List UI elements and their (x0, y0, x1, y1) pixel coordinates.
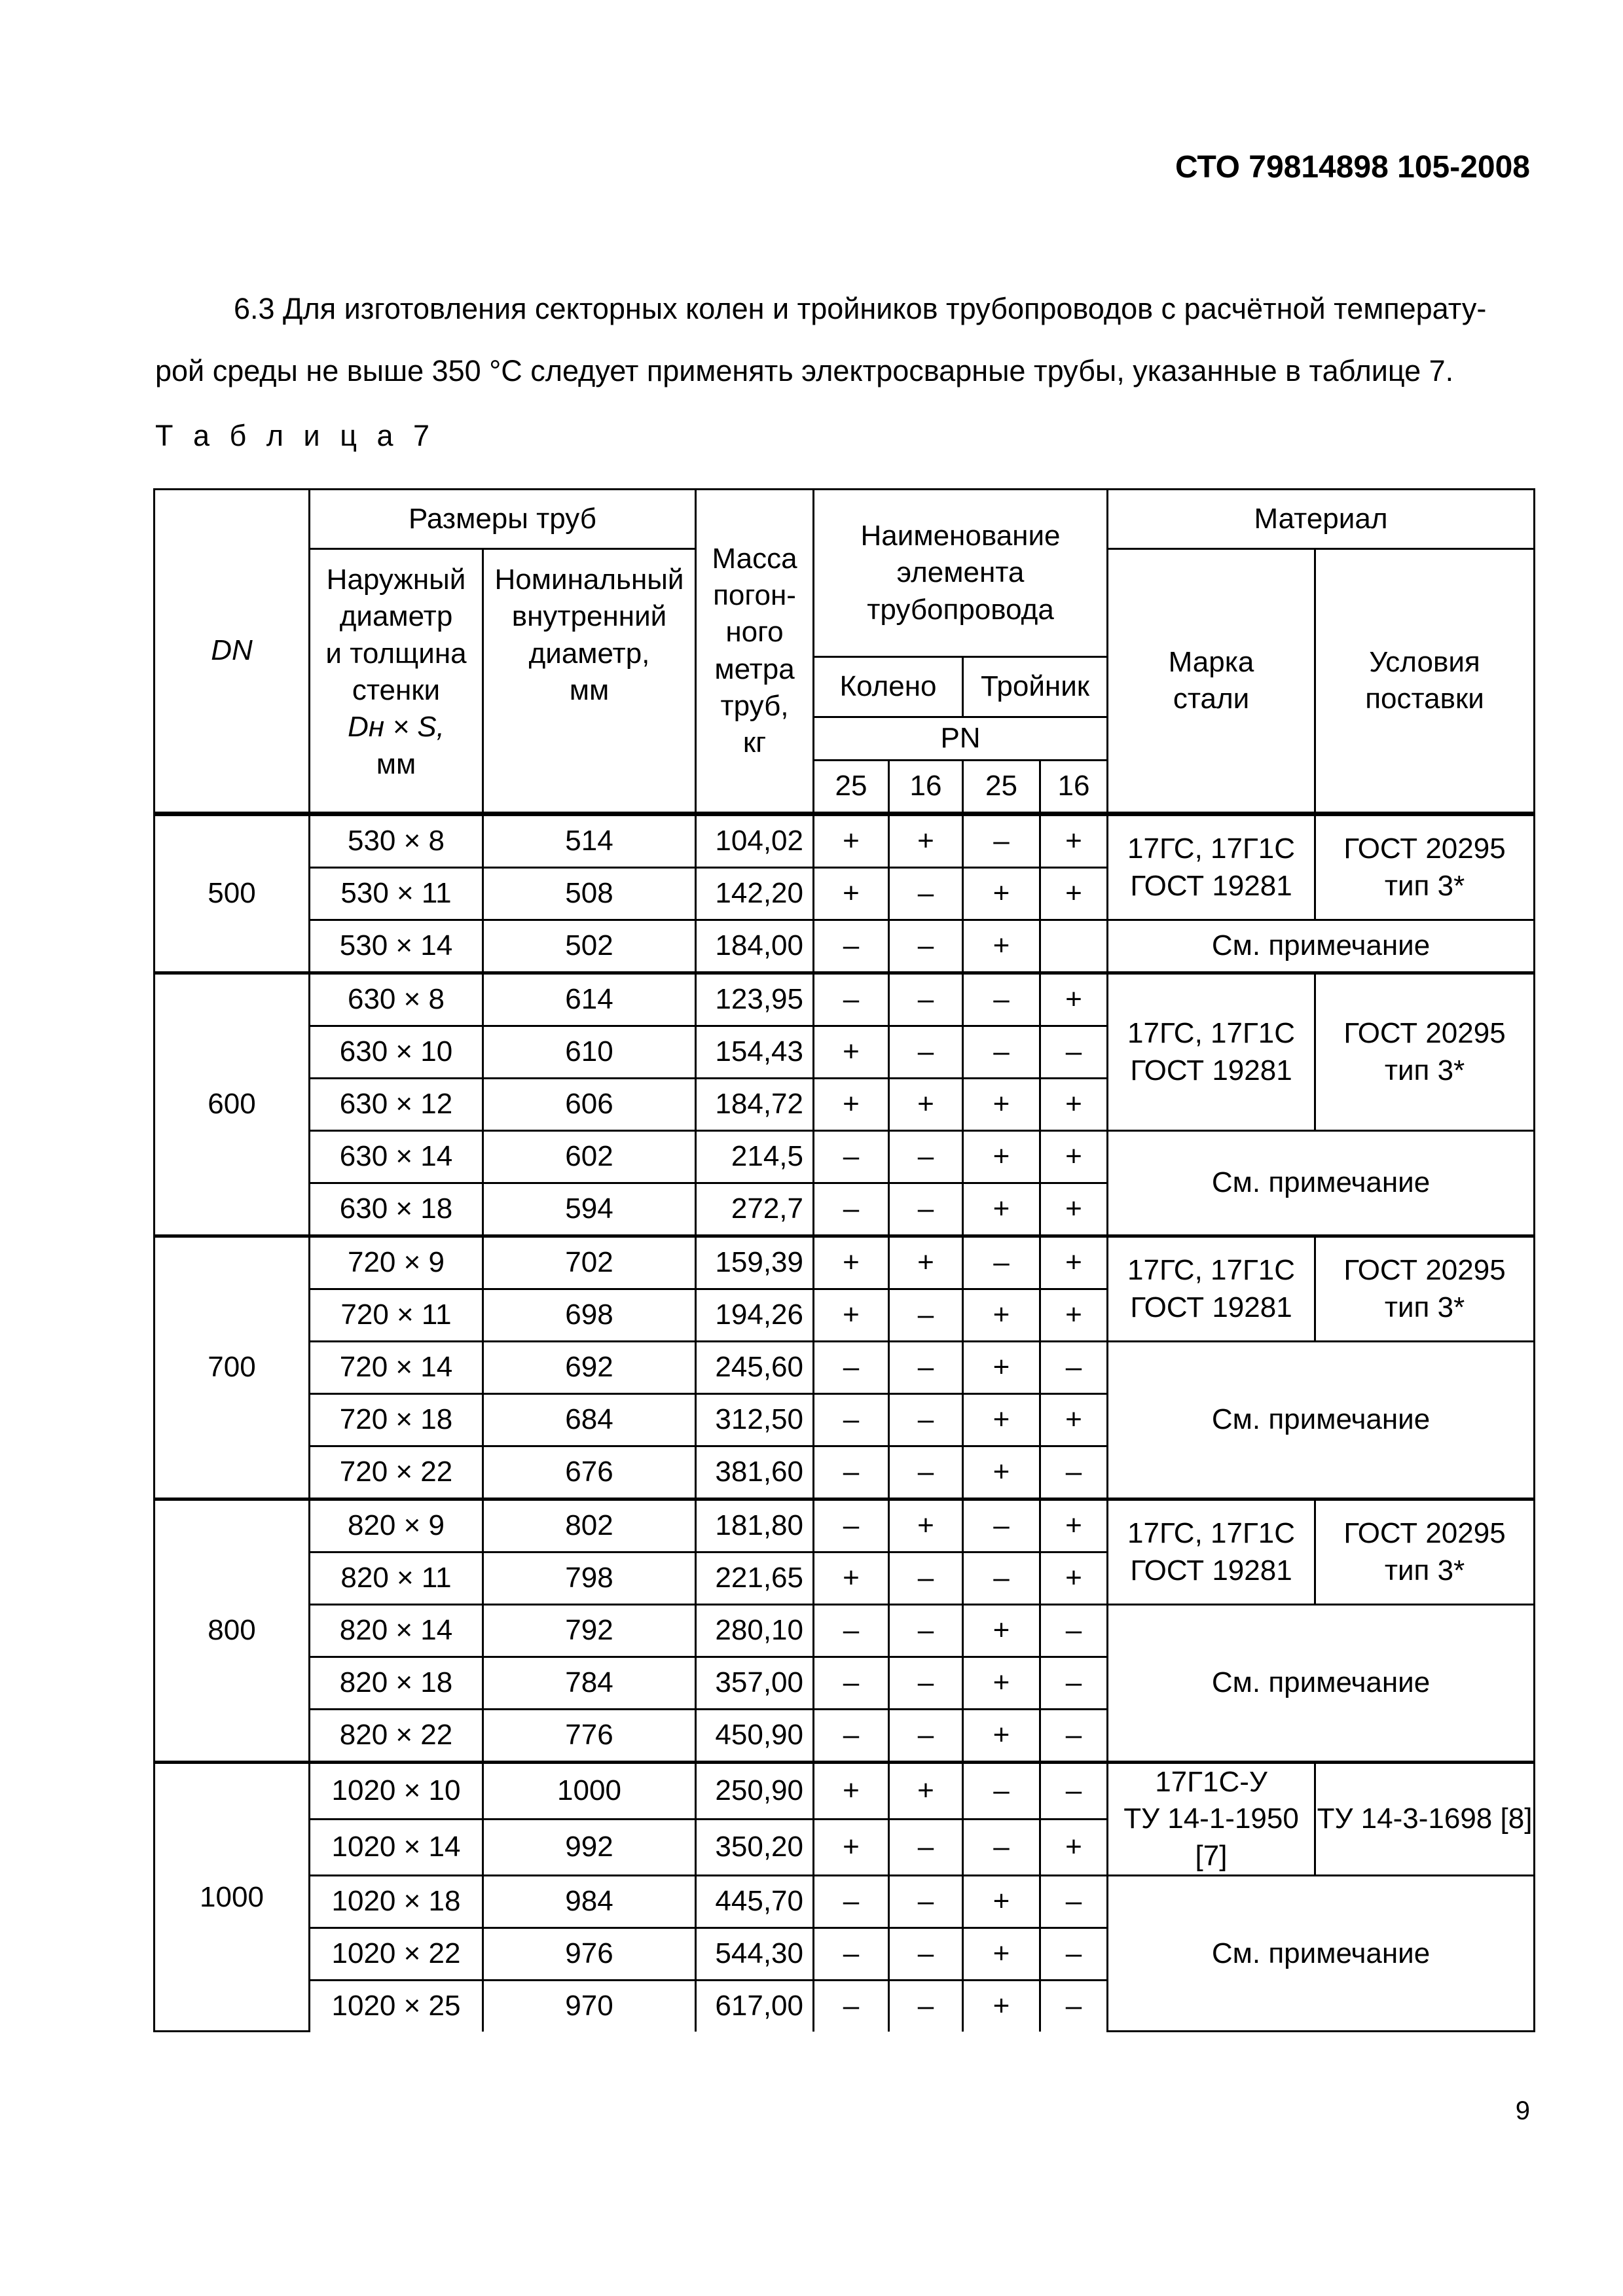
inner-diameter-cell: 610 (483, 1026, 696, 1079)
availability-mark: – (814, 973, 889, 1026)
inner-diameter-cell: 798 (483, 1552, 696, 1605)
availability-mark: – (889, 1394, 963, 1446)
availability-mark: + (814, 1026, 889, 1079)
availability-mark: + (814, 814, 889, 868)
availability-mark: + (963, 1605, 1040, 1657)
steel-grade-line: ГОСТ 19281 (1130, 1554, 1292, 1587)
header-tee: Тройник (963, 657, 1108, 717)
size-cell: 630 × 14 (310, 1131, 483, 1183)
dn-cell: 600 (155, 973, 310, 1236)
table-row (155, 1875, 1535, 1928)
availability-mark: – (814, 1980, 889, 2032)
availability-mark (1040, 920, 1108, 973)
mass-cell: 250,90 (696, 1763, 814, 1820)
header-pn-value: 25 (814, 761, 889, 814)
header-pn-value: 16 (889, 761, 963, 814)
header-mass (696, 490, 814, 814)
availability-mark: + (963, 1657, 1040, 1710)
availability-mark: – (963, 1763, 1040, 1820)
steel-grade-cell (1108, 1763, 1315, 1876)
availability-mark: – (963, 1499, 1040, 1552)
supply-conditions-cell (1315, 1499, 1535, 1605)
availability-mark: + (1040, 1394, 1108, 1446)
table-row (155, 814, 1535, 868)
availability-mark: + (1040, 1289, 1108, 1342)
availability-mark: – (889, 1605, 963, 1657)
paragraph-line (155, 278, 1543, 340)
availability-mark: + (963, 1446, 1040, 1499)
supply-conditions-line: тип 3* (1384, 1554, 1465, 1587)
steel-grade-line: ГОСТ 19281 (1130, 869, 1292, 902)
paragraph-line-text: 6.3 Для изготовления секторных колен и тройников трубопроводов с расчётной температу- (234, 292, 1487, 325)
inner-diameter-cell: 508 (483, 868, 696, 920)
availability-mark: – (889, 920, 963, 973)
header-pn-value: 16 (1040, 761, 1108, 814)
dn-cell: 700 (155, 1236, 310, 1499)
size-cell: 720 × 18 (310, 1394, 483, 1446)
header-line: Условия (1369, 645, 1480, 678)
inner-diameter-cell: 802 (483, 1499, 696, 1552)
size-cell: 530 × 11 (310, 868, 483, 920)
steel-grade-line: 17ГС, 17Г1С (1127, 1517, 1296, 1550)
steel-grade-line: 17ГС, 17Г1С (1127, 833, 1296, 865)
availability-mark: – (889, 1446, 963, 1499)
mass-cell: 272,7 (696, 1183, 814, 1236)
paragraph-6-3 (155, 278, 1543, 402)
mass-cell: 181,80 (696, 1499, 814, 1552)
steel-grade-line: 17Г1С-У (1155, 1766, 1267, 1798)
header-line: диаметр, (528, 637, 650, 670)
mass-cell: 142,20 (696, 868, 814, 920)
inner-diameter-cell: 1000 (483, 1763, 696, 1820)
size-cell: 630 × 10 (310, 1026, 483, 1079)
availability-mark: + (1040, 814, 1108, 868)
availability-mark: + (1040, 1552, 1108, 1605)
header-supply-conditions (1315, 549, 1535, 814)
header-line: Номинальный (494, 564, 684, 596)
availability-mark: + (963, 1928, 1040, 1980)
availability-mark: – (814, 1657, 889, 1710)
steel-grade-line: 17ГС, 17Г1С (1127, 1017, 1296, 1050)
availability-mark: + (1040, 1499, 1108, 1552)
header-steel-grade (1108, 549, 1315, 814)
mass-cell: 381,60 (696, 1446, 814, 1499)
size-cell: 1020 × 22 (310, 1928, 483, 1980)
header-line: мм (569, 673, 610, 706)
availability-mark: – (889, 973, 963, 1026)
mass-cell: 104,02 (696, 814, 814, 868)
availability-mark: + (814, 868, 889, 920)
inner-diameter-cell: 676 (483, 1446, 696, 1499)
table-row (155, 1605, 1535, 1657)
material-note-cell: См. примечание (1108, 1875, 1535, 2032)
availability-mark: + (1040, 1131, 1108, 1183)
mass-cell: 194,26 (696, 1289, 814, 1342)
availability-mark: – (1040, 1657, 1108, 1710)
size-cell: 820 × 9 (310, 1499, 483, 1552)
size-cell: 820 × 11 (310, 1552, 483, 1605)
mass-cell: 221,65 (696, 1552, 814, 1605)
paragraph-line: рой среды не выше 350 °С следует применять электросварные трубы, указанные в таблице 7. (155, 354, 1454, 387)
header-line: поставки (1365, 683, 1484, 715)
availability-mark: – (1040, 1980, 1108, 2032)
availability-mark: – (963, 1236, 1040, 1289)
availability-mark: + (889, 814, 963, 868)
availability-mark: – (814, 1131, 889, 1183)
table-body (155, 814, 1535, 2032)
header-line: стенки (352, 673, 441, 706)
availability-mark: – (963, 1026, 1040, 1079)
supply-conditions-line: ГОСТ 20295 (1343, 1017, 1506, 1050)
availability-mark: + (963, 1131, 1040, 1183)
availability-mark: – (814, 1499, 889, 1552)
mass-cell: 544,30 (696, 1928, 814, 1980)
inner-diameter-cell: 984 (483, 1875, 696, 1928)
size-cell: 530 × 8 (310, 814, 483, 868)
header-outer-diameter (310, 549, 483, 814)
inner-diameter-cell: 614 (483, 973, 696, 1026)
availability-mark: + (814, 1820, 889, 1876)
availability-mark: – (814, 920, 889, 973)
header-line: внутренний (511, 600, 667, 633)
availability-mark: + (963, 920, 1040, 973)
availability-mark: – (814, 1928, 889, 1980)
header-line: и толщина (325, 637, 467, 670)
inner-diameter-cell: 684 (483, 1394, 696, 1446)
availability-mark: + (1040, 1236, 1108, 1289)
availability-mark: – (963, 1820, 1040, 1876)
size-cell: 720 × 11 (310, 1289, 483, 1342)
availability-mark: – (963, 973, 1040, 1026)
mass-cell: 184,00 (696, 920, 814, 973)
mass-cell: 350,20 (696, 1820, 814, 1876)
availability-mark: – (889, 1289, 963, 1342)
availability-mark: – (814, 1710, 889, 1763)
supply-conditions-line: тип 3* (1384, 1054, 1465, 1086)
availability-mark: + (963, 1394, 1040, 1446)
steel-grade-cell (1108, 973, 1315, 1131)
header-line: ного (725, 616, 784, 649)
inner-diameter-cell: 792 (483, 1605, 696, 1657)
material-note-cell: См. примечание (1108, 1342, 1535, 1499)
availability-mark: – (889, 1980, 963, 2032)
steel-grade-cell (1108, 1236, 1315, 1342)
availability-mark: – (814, 1342, 889, 1394)
dn-cell: 800 (155, 1499, 310, 1763)
availability-mark: + (889, 1763, 963, 1820)
header-dn: DN (155, 490, 310, 814)
dn-cell: 500 (155, 814, 310, 973)
inner-diameter-cell: 784 (483, 1657, 696, 1710)
header-line: Марка (1168, 645, 1254, 678)
availability-mark: + (963, 1289, 1040, 1342)
header-line: Dн × S, (348, 711, 445, 744)
mass-cell: 159,39 (696, 1236, 814, 1289)
header-line: Масса (712, 542, 797, 575)
header-pn-value: 25 (963, 761, 1040, 814)
availability-mark: + (1040, 1820, 1108, 1876)
size-cell: 1020 × 14 (310, 1820, 483, 1876)
availability-mark: – (1040, 1928, 1108, 1980)
header-line: элемента (896, 556, 1025, 589)
inner-diameter-cell: 992 (483, 1820, 696, 1876)
mass-cell: 280,10 (696, 1605, 814, 1657)
availability-mark: + (814, 1289, 889, 1342)
availability-mark: – (1040, 1605, 1108, 1657)
availability-mark: – (889, 1710, 963, 1763)
mass-cell: 312,50 (696, 1394, 814, 1446)
material-note-cell: См. примечание (1108, 920, 1535, 973)
inner-diameter-cell: 692 (483, 1342, 696, 1394)
size-cell: 820 × 14 (310, 1605, 483, 1657)
inner-diameter-cell: 606 (483, 1079, 696, 1131)
availability-mark: + (814, 1552, 889, 1605)
supply-conditions-line: ТУ 14-3-1698 [8] (1317, 1803, 1533, 1835)
availability-mark: – (889, 1026, 963, 1079)
table-row (155, 1236, 1535, 1289)
inner-diameter-cell: 514 (483, 814, 696, 868)
availability-mark: + (963, 1980, 1040, 2032)
availability-mark: – (1040, 1026, 1108, 1079)
size-cell: 530 × 14 (310, 920, 483, 973)
size-cell: 720 × 14 (310, 1342, 483, 1394)
inner-diameter-cell: 594 (483, 1183, 696, 1236)
table-row (155, 1342, 1535, 1394)
availability-mark: – (1040, 1763, 1108, 1820)
header-line: Наружный (326, 564, 466, 596)
availability-mark: + (1040, 1183, 1108, 1236)
availability-mark: – (814, 1446, 889, 1499)
availability-mark: – (814, 1605, 889, 1657)
mass-cell: 154,43 (696, 1026, 814, 1079)
size-cell: 720 × 9 (310, 1236, 483, 1289)
availability-mark: + (814, 1079, 889, 1131)
header-line: метра (714, 653, 795, 685)
availability-mark: – (889, 1820, 963, 1876)
header-inner-diameter (483, 549, 696, 814)
availability-mark: + (963, 1875, 1040, 1928)
steel-grade-cell (1108, 814, 1315, 920)
steel-grade-line: ГОСТ 19281 (1130, 1054, 1292, 1086)
availability-mark: + (963, 1342, 1040, 1394)
mass-cell: 617,00 (696, 1980, 814, 2032)
header-line: трубопровода (867, 593, 1054, 626)
availability-mark: + (1040, 1079, 1108, 1131)
dn-cell: 1000 (155, 1763, 310, 2032)
availability-mark: + (889, 1079, 963, 1131)
availability-mark: – (1040, 1875, 1108, 1928)
availability-mark: – (889, 1342, 963, 1394)
availability-mark: – (814, 1875, 889, 1928)
mass-cell: 184,72 (696, 1079, 814, 1131)
size-cell: 1020 × 18 (310, 1875, 483, 1928)
table-row (155, 1499, 1535, 1552)
table-row (155, 1131, 1535, 1183)
availability-mark: – (1040, 1710, 1108, 1763)
mass-cell: 245,60 (696, 1342, 814, 1394)
availability-mark: + (814, 1763, 889, 1820)
document-header: СТО 79814898 105-2008 (1175, 150, 1530, 185)
size-cell: 820 × 22 (310, 1710, 483, 1763)
availability-mark: – (889, 1657, 963, 1710)
availability-mark: – (963, 814, 1040, 868)
size-cell: 630 × 8 (310, 973, 483, 1026)
steel-grade-line: ГОСТ 19281 (1130, 1291, 1292, 1323)
size-cell: 630 × 12 (310, 1079, 483, 1131)
supply-conditions-line: тип 3* (1384, 869, 1465, 902)
steel-grade-line: ТУ 14-1-1950 (1123, 1803, 1299, 1835)
table-row (155, 1763, 1535, 1820)
table-row (155, 920, 1535, 973)
availability-mark: + (1040, 868, 1108, 920)
header-line: погон- (713, 579, 796, 611)
availability-mark: – (889, 1875, 963, 1928)
availability-mark: – (814, 1394, 889, 1446)
inner-diameter-cell: 970 (483, 1980, 696, 2032)
size-cell: 630 × 18 (310, 1183, 483, 1236)
table-caption: Т а б л и ц а 7 (155, 419, 436, 452)
page-number: 9 (1515, 2096, 1530, 2125)
supply-conditions-line: ГОСТ 20295 (1343, 1254, 1506, 1287)
availability-mark: + (1040, 973, 1108, 1026)
size-cell: 1020 × 25 (310, 1980, 483, 2032)
availability-mark: + (963, 1710, 1040, 1763)
header-line: труб, (720, 689, 789, 722)
header-elbow: Колено (814, 657, 963, 717)
size-cell: 1020 × 10 (310, 1763, 483, 1820)
availability-mark: + (889, 1499, 963, 1552)
inner-diameter-cell: 502 (483, 920, 696, 973)
availability-mark: – (889, 1131, 963, 1183)
inner-diameter-cell: 776 (483, 1710, 696, 1763)
inner-diameter-cell: 698 (483, 1289, 696, 1342)
pipes-table (153, 488, 1535, 2032)
inner-diameter-cell: 602 (483, 1131, 696, 1183)
header-line: мм (376, 747, 416, 780)
header-line: стали (1173, 683, 1250, 715)
mass-cell: 214,5 (696, 1131, 814, 1183)
material-note-cell: См. примечание (1108, 1605, 1535, 1763)
header-pipe-sizes: Размеры труб (310, 490, 696, 549)
availability-mark: – (889, 1552, 963, 1605)
mass-cell: 450,90 (696, 1710, 814, 1763)
table-header (155, 490, 1535, 814)
header-pn: PN (814, 717, 1108, 761)
supply-conditions-cell (1315, 1236, 1535, 1342)
header-line: диаметр (339, 600, 453, 633)
table-row (155, 973, 1535, 1026)
availability-mark: – (889, 1183, 963, 1236)
material-note-cell: См. примечание (1108, 1131, 1535, 1236)
mass-cell: 123,95 (696, 973, 814, 1026)
availability-mark: + (963, 868, 1040, 920)
availability-mark: + (889, 1236, 963, 1289)
header-material: Материал (1108, 490, 1535, 549)
availability-mark: – (889, 1928, 963, 1980)
header-element-name (814, 490, 1108, 657)
steel-grade-line: [7] (1195, 1839, 1228, 1872)
availability-mark: – (889, 868, 963, 920)
availability-mark: – (1040, 1342, 1108, 1394)
supply-conditions-line: ГОСТ 20295 (1343, 1517, 1506, 1550)
availability-mark: + (814, 1236, 889, 1289)
supply-conditions-cell (1315, 1763, 1535, 1876)
size-cell: 820 × 18 (310, 1657, 483, 1710)
inner-diameter-cell: 976 (483, 1928, 696, 1980)
steel-grade-line: 17ГС, 17Г1С (1127, 1254, 1296, 1287)
availability-mark: – (814, 1183, 889, 1236)
supply-conditions-line: тип 3* (1384, 1291, 1465, 1323)
supply-conditions-cell (1315, 973, 1535, 1131)
availability-mark: + (963, 1183, 1040, 1236)
availability-mark: + (963, 1079, 1040, 1131)
inner-diameter-cell: 702 (483, 1236, 696, 1289)
mass-cell: 357,00 (696, 1657, 814, 1710)
header-line: Наименование (860, 520, 1061, 552)
supply-conditions-line: ГОСТ 20295 (1343, 833, 1506, 865)
header-line: кг (742, 726, 767, 759)
availability-mark: – (1040, 1446, 1108, 1499)
size-cell: 720 × 22 (310, 1446, 483, 1499)
supply-conditions-cell (1315, 814, 1535, 920)
steel-grade-cell (1108, 1499, 1315, 1605)
availability-mark: – (963, 1552, 1040, 1605)
mass-cell: 445,70 (696, 1875, 814, 1928)
